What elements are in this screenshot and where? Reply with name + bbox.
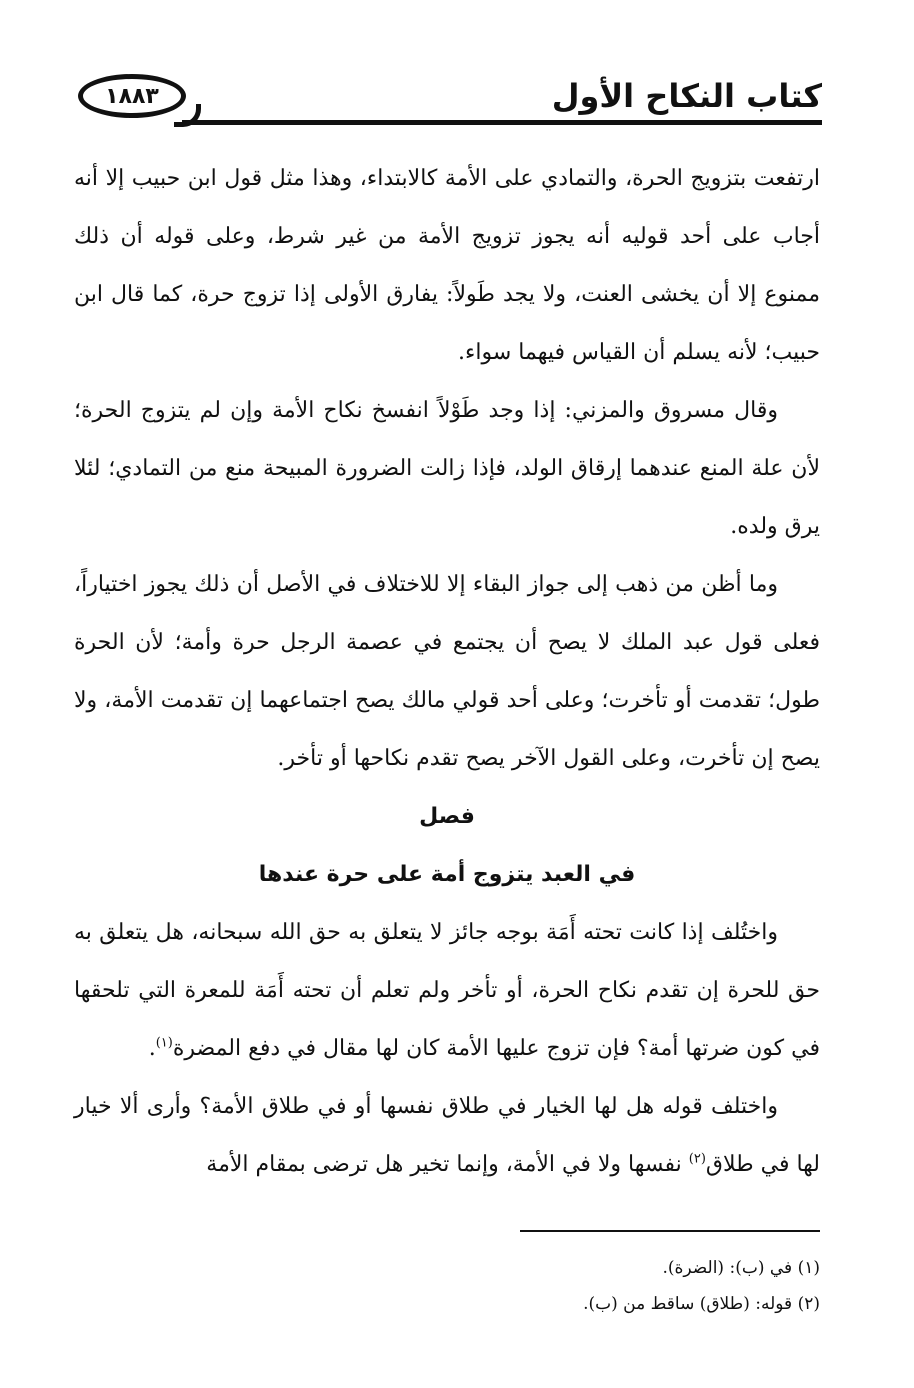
paragraph-4-end: .: [148, 1036, 156, 1061]
paragraph-5: [74, 1078, 820, 1194]
page-number: ١٨٨٣: [105, 83, 159, 109]
footnote-2: (٢) قوله: (طلاق) ساقط من (ب).: [583, 1294, 820, 1314]
paragraph-1: ارتفعت بتزويج الحرة، والتمادي على الأمة كالابتداء، وهذا مثل قول ابن حبيب إلا أنه أجاب على أحد قوليه أنه يجوز تزويج الأمة من غير شرط، وعلى قوله أن ذلك ممنوع إلا أن يخشى العنت، ولا يجد طَولاً: يفارق الأولى إذا تزوج حرة، كما قال ابن حبيب؛ لأنه يسلم أن القياس فيهما سواء.: [74, 166, 820, 365]
page-body: [74, 150, 820, 1194]
section-title: في العبد يتزوج أمة على حرة عندها: [258, 862, 636, 887]
book-title: كتاب النكاح الأول: [551, 77, 822, 115]
paragraph-4-text: واختُلف إذا كانت تحته أَمَة بوجه جائز لا يتعلق به حق الله سبحانه، هل يتعلق به حق للحرة إن تقدم نكاح الحرة، أو تأخر ولم تعلم أن تحته أَمَة للمعرة التي تلحقها في كون ضرتها أمة؟ فإن تزوج عليها الأمة كان لها مقال في دفع المضرة: [74, 920, 820, 1061]
header-rule: [182, 120, 822, 125]
paragraph-3: وما أظن من ذهب إلى جواز البقاء إلا للاختلاف في الأصل أن ذلك يجوز اختياراً، فعلى قول عبد الملك لا يصح أن يجتمع في عصمة الرجل حرة وأمة؛ لأن الحرة طول؛ تقدمت أو تأخرت؛ وعلى أحد قولي مالك يصح اجتماعهما إن تقدمت الأمة، ولا يصح إن تأخرت، وعلى القول الآخر يصح تقدم نكاحها أو تأخر.: [74, 572, 820, 771]
paragraph-5-text: واختلف قوله هل لها الخيار في طلاق نفسها أو في طلاق الأمة؟ وأرى ألا خيار لها في طلاق: [74, 1094, 820, 1177]
footnote-ref-1: (١): [155, 1035, 173, 1051]
page-header: [74, 60, 822, 130]
footnote-separator: [520, 1230, 820, 1232]
section-label: فصل: [419, 804, 475, 829]
paragraph-4: [74, 904, 820, 1078]
paragraph-2: وقال مسروق والمزني: إذا وجد طَوْلاً انفسخ نكاح الأمة وإن لم يتزوج الحرة؛ لأن علة المنع عندهما إرقاق الولد، فإذا زالت الضرورة المبيحة منع من التمادي؛ لئلا يرق ولده.: [74, 398, 820, 539]
footnote-ref-2: (٢): [688, 1151, 706, 1167]
footnote-1: (١) في (ب): (الضرة).: [662, 1258, 820, 1278]
paragraph-5-end: نفسها ولا في الأمة، وإنما تخير هل ترضى بمقام الأمة: [206, 1152, 689, 1177]
footnotes: [74, 1250, 820, 1322]
page-number-oval: [78, 74, 186, 118]
